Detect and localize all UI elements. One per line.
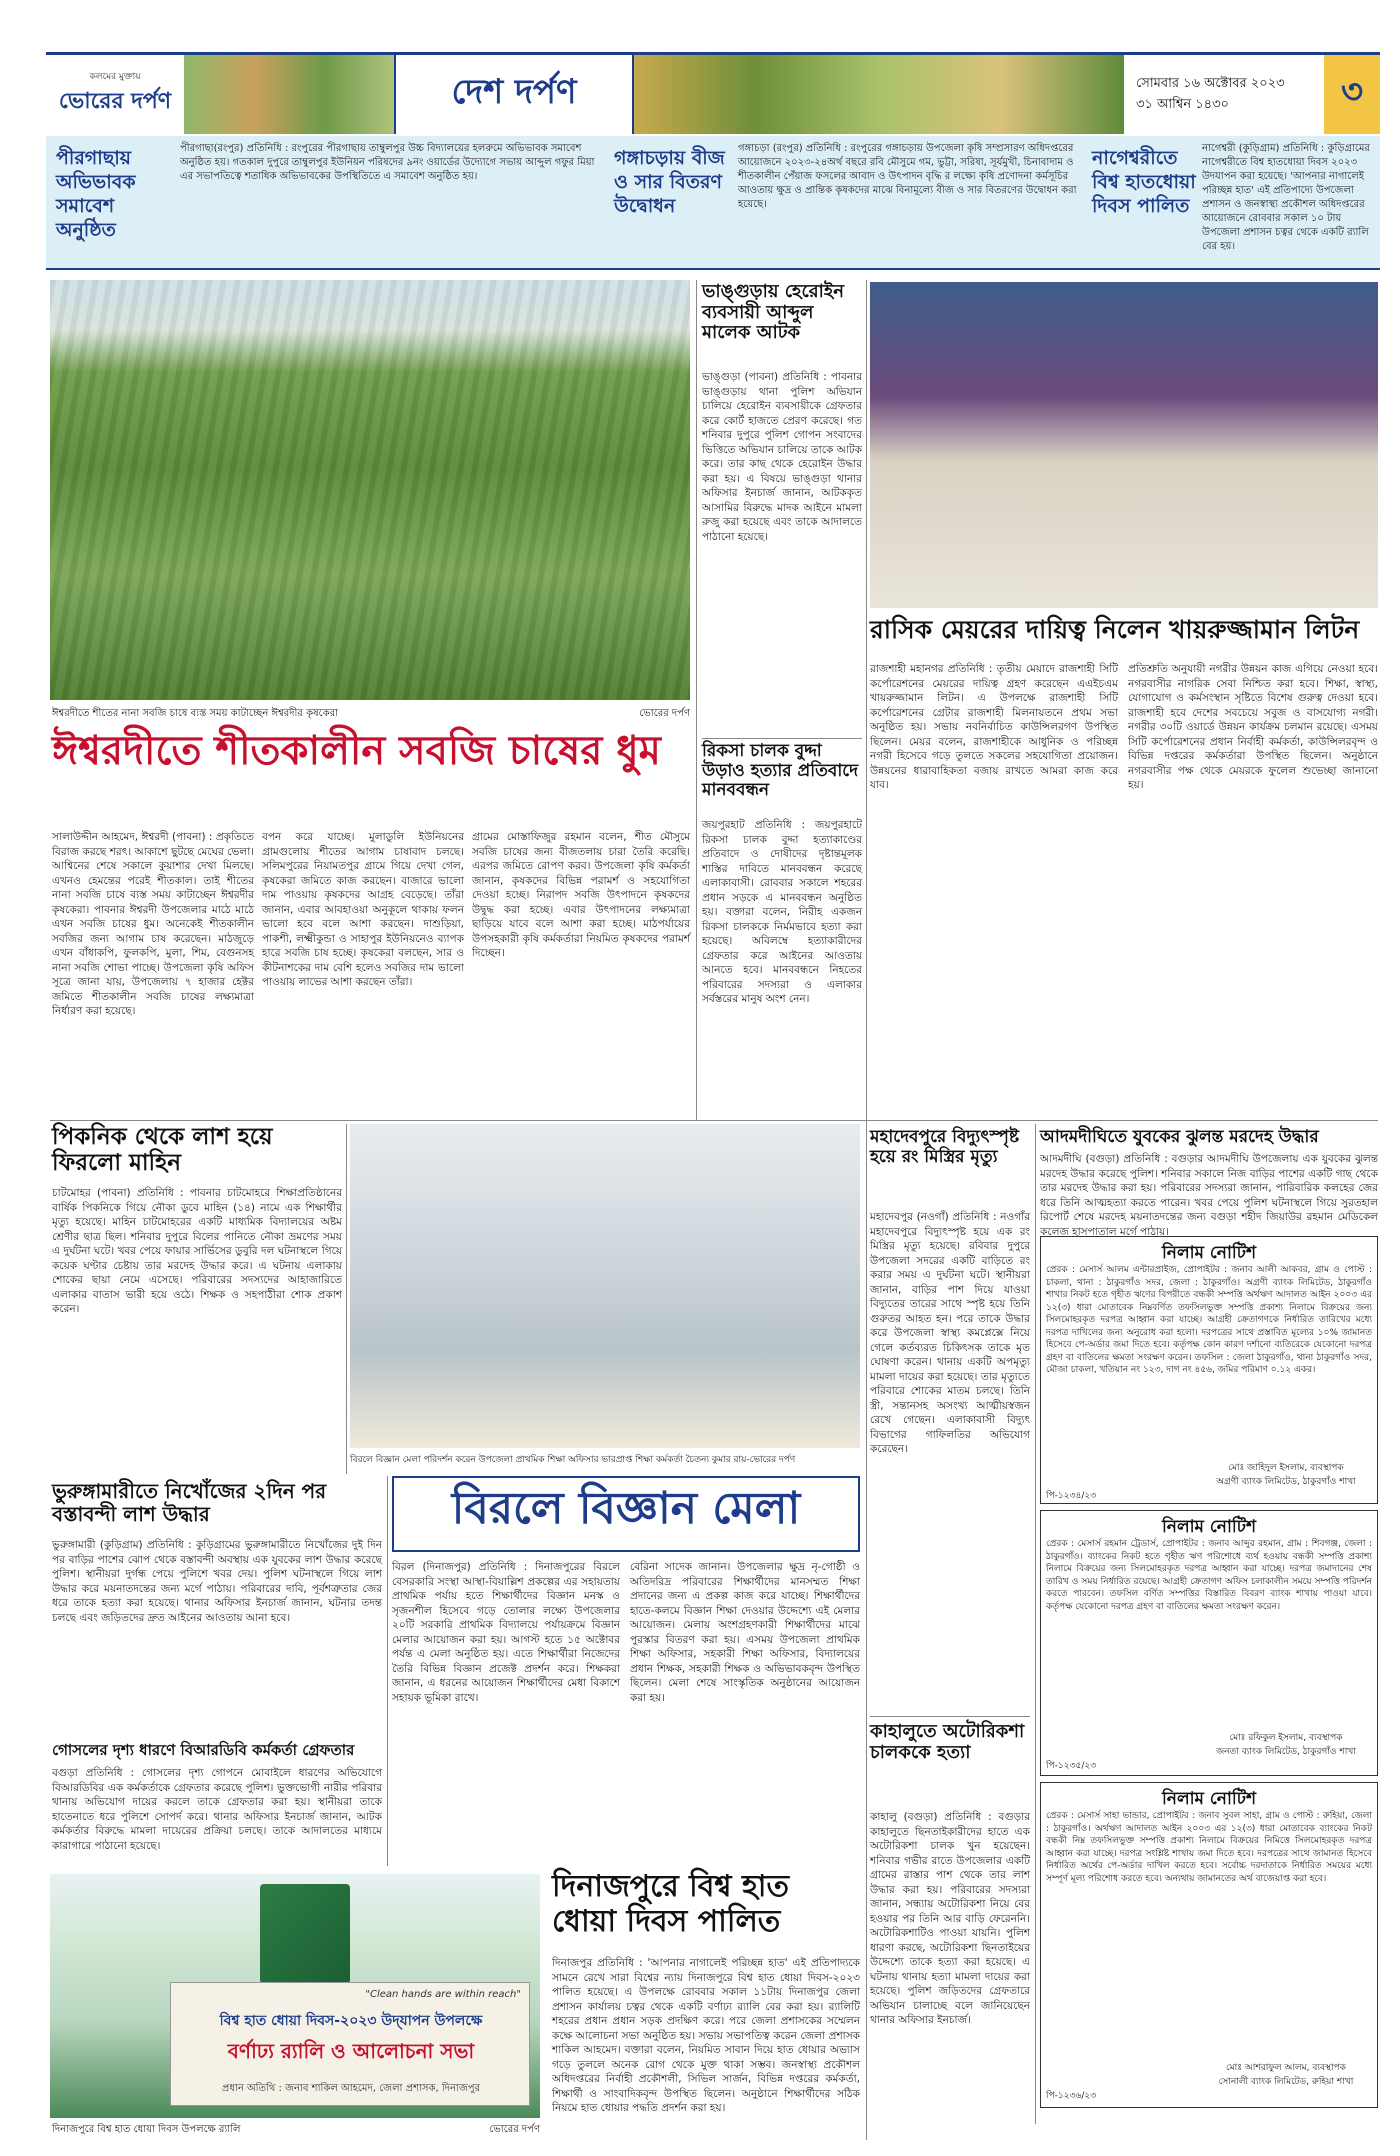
column-rule [1035,1124,1036,2124]
notice-3-signer-2: সোনালী ব্যাংক লিমিটেড, রুহিয়া শাখা [1218,2077,1354,2087]
lead-body-3: গ্রামের মোস্তাফিজুর রহমান বলেন, শীত মৌসুমে সবজি চাষের জন্য বীজতলায় চারা তৈরি করেছি। এরপর জমিতে রোপণ করব। উপজেলা কৃষি কর্মকর্তা জানান, কৃষকদের বিভিন্ন পরামর্শ ও সহযোগিতা দেওয়া হচ্ছে। নিরাপদ সবজি উৎপাদনে কৃষকদের উদ্বুদ্ধ করা হচ্ছে। এবার উৎপাদনের লক্ষ্যমাত্রা ছাড়িয়ে যাবে বলে আশা করা হচ্ছে। মাঠপর্যায়ের উপসহকারী কৃষি কর্মকর্তারা নিয়মিত কৃষকদের পরামর্শ দিচ্ছেন। [472,831,690,959]
rickshaw-headline[interactable]: রিকসা চালক বুদ্দা উড়াও হত্যার প্রতিবাদে মানববন্ধন [702,741,859,801]
notice-1-signer-2: অগ্রণী ব্যাংক লিমিটেড, ঠাকুরগাঁও শাখা [1216,1477,1356,1487]
notice-2-title: নিলাম নোটিশ [1161,1517,1257,1537]
masthead [46,52,1380,134]
adamdighi-headline[interactable]: আদমদীঘিতে যুবকের ঝুলন্ত মরদেহ উদ্ধার [1040,1127,1319,1147]
banner-chief-guest: প্রধান অতিথি : জনাব শাকিল আহমেদ, জেলা প্রশাসক, দিনাজপুর [221,2083,481,2094]
notice-2-body: প্রেরক : মেসার্স রহমান ট্রেডার্স, প্রোপাইটর : জনাব আব্দুর রহমান, গ্রাম : শিবগঞ্জ, জেলা : ঠাকুরগাঁও। ব্যাংকের নিকট হতে গৃহীত ঋণ পরিশোধে ব্যর্থ হওয়ায় বন্ধকী সম্পত্তি প্রকাশ্য নিলামে বিক্রয়ের জন্য সিলমোহরকৃত দরপত্র আহ্বান করা যাচ্ছে। দরপত্র জমাদানের শেষ তারিখ ও সময় নির্ধারিত রয়েছে। আগ্রহী ক্রেতাগণ অফিস চলাকালীন সময়ে সম্পত্তি পরিদর্শন করতে পারবেন। তফসিল বর্ণিত সম্পত্তির বিস্তারিত বিবরণ ব্যাংক শাখায় পাওয়া যাবে। কর্তৃপক্ষ যেকোনো দরপত্র গ্রহণ বা বাতিলের ক্ষমতা সংরক্ষণ করেন। [1046,1539,1372,1612]
header-photo-strip-2 [634,55,1124,134]
handwash-rally-photo[interactable] [50,1874,540,2118]
notice-3-body: প্রেরক : মেসার্স সাহা ভান্ডার, প্রোপাইটর : জনাব সুবল সাহা, গ্রাম ও পোস্ট : রুহিয়া, জেলা : ঠাকুরগাঁও। অর্থঋণ আদালত আইন ২০০৩ এর ১২(৩) ধারা মোতাবেক ব্যাংকের নিকট বন্ধকী নিম্ন তফসিলভুক্ত সম্পত্তি প্রকাশ্য নিলামে বিক্রয়ের নিমিত্তে সিলমোহরকৃত দরপত্র আহ্বান করা যাচ্ছে। দরপত্র সংশ্লিষ্ট শাখায় জমা দিতে হবে। দরপত্রের সাথে জামানত হিসেবে নির্ধারিত অর্থের পে-অর্ডার দাখিল করতে হবে। সর্বোচ্চ দরদাতাকে নির্ধারিত সময়ের মধ্যে সম্পূর্ণ মূল্য পরিশোধ করতে হবে। অন্যথায় জামানতের অর্থ বাজেয়াপ্ত করা হবে। [1046,1811,1372,1884]
notice-2-ref: পি-১২৩৫/২৩ [1046,1761,1097,1771]
banner-bangla: বিশ্ব হাত ধোয়া দিবস-২০২৩ উদ্‌যাপন উপলক্ষে [219,2013,483,2029]
date-bangla: ৩১ আশ্বিন ১৪৩০ [1136,96,1229,112]
notice-2-signer: মোঃ রফিকুল ইসলাম, ব্যবস্থাপক [1229,1733,1343,1743]
lead-body-1: সালাউদ্দীন আহমেদ, ঈশ্বরদী (পাবনা) : প্রকৃতিতে বিরাজ করছে শরৎ। আকাশে ছুটছে মেঘের ভেলা। আশ্বিনের শেষে সকালে কুয়াশার দেখা মিলছে। এখনও হেমন্তের পরেই শীতকাল। তাই শীতের নানা সবজি চাষে ব্যস্ত সময় কাটাচ্ছেন ঈশ্বরদীর কৃষকেরা। পাবনার ঈশ্বরদী উপজেলার মাঠে মাঠে এখন সবজি চাষের ধুম। অনেকেই শীতকালীন সবজির জন্য আগাম চাষ করেছেন। মাঠজুড়ে এখন বাঁধাকপি, ফুলকপি, মুলা, শিম, বেগুনসহ নানা সবজি শোভা পাচ্ছে। উপজেলা কৃষি অফিস সূত্রে জানা যায়, উপজেলায় ৭ হাজার হেক্টর জমিতে শীতকালীন সবজি চাষের লক্ষ্যমাত্রা নির্ধারণ করা হয়েছে। [52,831,254,1017]
brief-3-body: নাগেশ্বরী (কুড়িগ্রাম) প্রতিনিধি : কুড়িগ্রামের নাগেশ্বরীতে বিশ্ব হাতধোয়া দিবস ২০২৩ উদযাপন করা হয়েছে। 'আপনার নাগালেই পরিচ্ছন্ন হাত' এই প্রতিপাদ্যে উপজেলা প্রশাসন ও জনস্বাস্থ্য প্রকৌশল অধিদপ্তরের আয়োজনে রোববার সকাল ১০ টায় উপজেলা প্রশাসন চত্বর থেকে একটি র‍্যালি বের হয়। [1202,143,1370,252]
missing-body: ভুরুঙ্গামারী (কুড়িগ্রাম) প্রতিনিধি : কুড়িগ্রামের ভুরুঙ্গামারীতে নিখোঁজের দুই দিন পর বাড়ির পাশের ঝোপ থেকে বস্তাবন্দী অবস্থায় এক যুবকের লাশ উদ্ধার করেছে পুলিশ। স্থানীয়রা দুর্গন্ধ পেয়ে পুলিশে খবর দেয়। পুলিশ ঘটনাস্থলে গিয়ে লাশ উদ্ধার করে ময়নাতদন্তের জন্য মর্গে পাঠায়। পরিবারের দাবি, পূর্বশত্রুতার জের ধরে তাকে হত্যা করা হয়েছে। থানার অফিসার ইনচার্জ জানান, ঘটনার তদন্ত চলছে এবং জড়িতদের দ্রুত আইনের আওতায় আনা হবে। [52,1539,382,1624]
date-english: সোমবার ১৬ অক্টোবর ২০২৩ [1136,75,1285,91]
heroin-headline[interactable]: ভাঙ্গুড়ায় হেরোইন ব্যবসায়ী আব্দুল মালেক আটক [702,281,844,344]
mayor-meeting-photo[interactable] [870,282,1378,608]
rally-photo-caption: দিনাজপুরে বিশ্ব হাত ধোয়া দিবস উপলক্ষে র‍্যালি [52,2124,241,2135]
newspaper-logo[interactable] [46,55,184,134]
notice-1-title: নিলাম নোটিশ [1161,1243,1257,1263]
divider [702,738,862,739]
gosaler-headline[interactable]: গোসলের দৃশ্য ধারণে বিআরডিবি কর্মকর্তা গ্রেফতার [52,1741,355,1759]
rally-photo-credit: ভোরের দর্পণ [489,2124,540,2135]
section-title: দেশ দর্পণ [394,55,634,134]
brief-1-body: পীরগাছা(রংপুর) প্রতিনিধি : রংপুরের পীরগাছায় তাম্বুলপুর উচ্চ বিদ্যালয়ের হলরুমে অভিভাবক সমাবেশ অনুষ্ঠিত হয়। গতকাল দুপুরে তাম্বুলপুর ইউনিয়ন পরিষদের ৯নং ওয়ার্ডের উদ্যোগে সভায় আব্দুল গফুর মিয়া এর সভাপতিত্বে শতাধিক অভিভাবকের উপস্থিতিতে এ সমাবেশ অনুষ্ঠিত হয়। [180,143,595,182]
page-number: ৩ [1324,55,1380,134]
kahalu-body: কাহালু (বগুড়া) প্রতিনিধি : বগুড়ার কাহালুতে ছিনতাইকারীদের হাতে এক অটোরিকশা চালক খুন হয়েছেন। শনিবার গভীর রাতে উপজেলার একটি গ্রামের রাস্তার পাশ থেকে তার লাশ উদ্ধার করা হয়। পরিবারের সদস্যরা জানান, সন্ধ্যায় অটোরিকশা নিয়ে বের হওয়ার পর তিনি আর বাড়ি ফেরেননি। অটোরিকশাটিও পাওয়া যায়নি। পুলিশ ধারণা করছে, অটোরিকশা ছিনতাইয়ের উদ্দেশ্যে তাকে হত্যা করা হয়েছে। এ ঘটনায় থানায় হত্যা মামলা দায়ের করা হয়েছে। পুলিশ জড়িতদের গ্রেফতারে অভিযান চালাচ্ছে বলে জানিয়েছেন থানার অফিসার ইনচার্জ। [870,1811,1030,2026]
gosaler-body: বগুড়া প্রতিনিধি : গোসলের দৃশ্য গোপনে মোবাইলে ধারণের অভিযোগে বিআরডিবির এক কর্মকর্তাকে গ্রেফতার করেছে পুলিশ। ভুক্তভোগী নারীর পরিবার থানায় অভিযোগ দায়ের করলে তাকে গ্রেফতার করা হয়। স্থানীয়রা তাকে হাতেনাতে ধরে পুলিশে সোপর্দ করে। থানার অফিসার ইনচার্জ জানান, আটক কর্মকর্তার বিরুদ্ধে মামলা দায়েরের প্রক্রিয়া চলছে। তাকে আদালতের মাধ্যমে কারাগারে পাঠানো হয়েছে। [52,1767,382,1852]
lead-headline[interactable]: ঈশ্বরদীতে শীতকালীন সবজি চাষের ধুম [52,727,661,774]
column-rule [866,280,867,2140]
science-body-1: বিরল (দিনাজপুর) প্রতিনিধি : দিনাজপুরের বিরলে বেসরকারি সংস্থা আস্থা-বিয়াল্লিশ প্রকল্পের এর সহায়তায় প্রাথমিক পর্যায় হতে শিক্ষার্থীদের বিজ্ঞান মনস্ক ও সৃজনশীল হিসেবে গড়ে তোলার লক্ষ্যে উপজেলার ২০টি সরকারি প্রাথমিক বিদ্যালয়ে পর্যায়ক্রমে বিজ্ঞান মেলার আয়োজন করা হয়। আগস্ট হতে ১৫ অক্টোবর পর্যন্ত এ মেলা অনুষ্ঠিত হয়। এতে শিক্ষার্থীরা নিজেদের তৈরি বিভিন্ন বিজ্ঞান প্রজেক্ট প্রদর্শন করে। শিক্ষকরা জানান, এ ধরনের আয়োজন শিক্ষার্থীদের মেধা বিকাশে সহায়ক ভূমিকা রাখে। [392,1561,620,1704]
issue-date [1124,55,1324,134]
column-rule [387,1476,388,1866]
notice-3-title: নিলাম নোটিশ [1161,1789,1257,1809]
divider [870,1716,1030,1717]
mayor-headline[interactable]: রাসিক মেয়রের দায়িত্ব নিলেন খায়রুজ্জামান লিটন [870,615,1360,644]
handwash-headline[interactable]: দিনাজপুরে বিশ্ব হাত ধোয়া দিবস পালিত [552,1869,789,1939]
header-photo-strip [184,55,394,134]
science-body-2: বেরিনা সাদেক জানান। উপজেলার ক্ষুদ্র নৃ-গোষ্ঠী ও অতিদরিদ্র পরিবারের শিক্ষার্থীদের মানসম্মত শিক্ষা প্রদানের জন্য এ প্রকল্প কাজ করে যাচ্ছে। শিক্ষার্থীদের হাতে-কলমে বিজ্ঞান শিক্ষা দেওয়ার উদ্দেশ্যে এই মেলার আয়োজন। মেলায় অংশগ্রহণকারী শিক্ষার্থীদের মাঝে পুরস্কার বিতরণ করা হয়। এসময় উপজেলা প্রাথমিক শিক্ষা অফিসার, সহকারী শিক্ষা অফিসার, বিদ্যালয়ের প্রধান শিক্ষক, সহকারী শিক্ষক ও অভিভাবকবৃন্দ উপস্থিত ছিলেন। মেলা শেষে সাংস্কৃতিক অনুষ্ঠানের আয়োজন করা হয়। [630,1561,860,1704]
kahalu-headline[interactable]: কাহালুতে অটোরিকশা চালককে হত্যা [870,1721,1025,1763]
mahadevpur-body: মহাদেবপুর (নওগাঁ) প্রতিনিধি : নওগাঁর মহাদেবপুরে বিদ্যুৎস্পৃষ্ট হয়ে এক রং মিস্ত্রির মৃত্যু হয়েছে। রবিবার দুপুরে উপজেলা সদরের একটি বাড়িতে রং করার সময় এ দুর্ঘটনা ঘটে। স্থানীয়রা জানান, বাড়ির পাশ দিয়ে যাওয়া বিদ্যুতের তারের সাথে স্পৃষ্ট হয়ে তিনি গুরুতর আহত হন। পরে তাকে উদ্ধার করে উপজেলা স্বাস্থ্য কমপ্লেক্সে নিয়ে গেলে কর্তব্যরত চিকিৎসক তাকে মৃত ঘোষণা করেন। থানায় একটি অপমৃত্যু মামলা দায়ের করা হয়েছে। তার মৃত্যুতে পরিবারে শোকের মাতম চলছে। তিনি স্ত্রী, সন্তানসহ অসংখ্য আত্মীয়স্বজন রেখে গেছেন। এলাকাবাসী বিদ্যুৎ বিভাগের গাফিলতির অভিযোগ করেছেন। [870,1211,1030,1455]
lead-photo-credit: ভোরের দর্পণ [639,708,690,719]
rickshaw-body: জয়পুরহাট প্রতিনিধি : জয়পুরহাটে রিকসা চালক বুদ্দা হত্যাকাণ্ডের প্রতিবাদে ও দোষীদের দৃষ্টান্তমূলক শাস্তির দাবিতে মানববন্ধন করেছে এলাকাবাসী। রোববার সকালে শহরের প্রধান সড়কে এ মানববন্ধন অনুষ্ঠিত হয়। বক্তারা বলেন, নিরীহ একজন রিকসা চালককে নির্মমভাবে হত্যা করা হয়েছে। অবিলম্বে হত্যাকারীদের গ্রেফতার করে আইনের আওতায় আনতে হবে। মানববন্ধনে নিহতের পরিবারের সদস্যরা ও এলাকার সর্বস্তরের মানুষ অংশ নেন। [702,819,862,1005]
rally-banner [170,1982,530,2106]
farm-field-photo[interactable] [50,280,690,700]
lead-body-2: বপন করে যাচ্ছে। মুলাডুলি ইউনিয়নের গ্রামগুলোয় শীতের আগাম চাষাবাদ চলছে। সলিমপুরের নিয়ামতপুর গ্রামে গিয়ে দেখা গেল, কৃষকেরা জমিতে কাজ করছেন। বাজারে ভালো দাম পাওয়ায় কৃষকদের আগ্রহ বেড়েছে। তাঁরা জানান, এবার আবহাওয়া অনুকূলে থাকায় ফলন ভালো হবে বলে আশা করছেন। দাশুড়িয়া, পাকশী, লক্ষ্মীকুন্ডা ও সাহাপুর ইউনিয়নেও ব্যাপক হারে সবজি চাষ হচ্ছে। কৃষকেরা বলছেন, সার ও কীটনাশকের দাম বেশি হলেও সবজির দাম ভালো পাওয়ায় লাভের আশা করছেন তাঁরা। [262,831,464,988]
fair-photo-caption: বিরলে বিজ্ঞান মেলা পরিদর্শন করেন উপজেলা প্রাথমিক শিক্ষা অফিসার ভারপ্রাপ্ত শিক্ষা কর্মকর্তা চৈতন্য কুমার রায়-ভোরের দর্পণ [350,1455,796,1465]
brief-3-headline[interactable]: নাগেশ্বরীতে বিশ্ব হাতধোয়া দিবস পালিত [1092,147,1196,217]
picnic-body: চাটমোহর (পাবনা) প্রতিনিধি : পাবনার চাটমোহরে শিক্ষাপ্রতিষ্ঠানের বার্ষিক পিকনিকে গিয়ে নৌকা ডুবে মাহিন (১৪) নামে এক শিক্ষার্থীর মৃত্যু হয়েছে। মাহিন চাটমোহরের একটি মাধ্যমিক বিদ্যালয়ের অষ্টম শ্রেণীর ছাত্র ছিল। শনিবার দুপুরে বিলের পানিতে নৌকা ভ্রমণের সময় এ দুর্ঘটনা ঘটে। খবর পেয়ে ফায়ার সার্ভিসের ডুবুরি দল ঘটনাস্থলে গিয়ে কয়েক ঘণ্টার চেষ্টায় তার মরদেহ উদ্ধার করে। এ ঘটনায় এলাকায় শোকের ছায়া নেমে এসেছে। পরিবারের সদস্যদের আহাজারিতে এলাকার বাতাস ভারী হয়ে ওঠে। শিক্ষক ও সহপাঠীরা শোক প্রকাশ করেন। [52,1187,342,1315]
portrait-photo [260,1884,350,1984]
science-fair-photo[interactable] [350,1124,860,1448]
banner-english: "Clean hands are within reach" [365,1989,521,2000]
lead-photo-caption: ঈশ্বরদীতে শীতের নানা সবজি চাষে ব্যস্ত সময় কাটাচ্ছেন ঈশ্বরদীর কৃষকেরা [52,708,339,719]
notice-1-ref: পি-১২৩৪/২৩ [1046,1491,1097,1501]
brief-2-body: গঙ্গাচড়া (রংপুর) প্রতিনিধি : রংপুরের গঙ্গাচড়ায় উপজেলা কৃষি সম্প্রসারণ অধিদপ্তরের আয়োজনে ২০২৩-২৪অর্থ বছরে রবি মৌসুমে গম, ভুট্টা, সরিষা, সূর্যমুখী, চিনাবাদাম ও শীতকালীন পেঁয়াজ ফসলের আবাদ ও উৎপাদন বৃদ্ধি র লক্ষ্যে কৃষি প্রণোদনা কর্মসূচির আওতায় ক্ষুদ্র ও প্রান্তিক কৃষকদের মাঝে বিনামূল্যে বীজ ও সার বিতরণের উদ্বোধন করা হয়েছে। [738,143,1077,210]
science-headline[interactable]: বিরলে বিজ্ঞান মেলা [451,1483,801,1534]
notice-2-signer-2: জনতা ব্যাংক লিমিটেড, ঠাকুরগাঁও শাখা [1216,1747,1356,1757]
brief-1-headline[interactable]: পীরগাছায় অভিভাবক সমাবেশ অনুষ্ঠিত [56,147,136,241]
heroin-body: ভাঙ্গুড়া (পাবনা) প্রতিনিধি : পাবনার ভাঙ্গুড়ায় থানা পুলিশ অভিযান চালিয়ে হেরোইন ব্যবসায়ীকে গ্রেফতার করে কোর্ট হাজতে প্রেরণ করেছে। গত শনিবার দুপুরে পুলিশ গোপন সংবাদের ভিত্তিতে অভিযান চালিয়ে তাকে আটক করে। তার কাছ থেকে হেরোইন উদ্ধার করা হয়। এ বিষয়ে ভাঙ্গুড়া থানার অফিসার ইনচার্জ জানান, আটককৃত আসামির বিরুদ্ধে মাদক আইনে মামলা রুজু করা হয়েছে এবং তাকে আদালতে পাঠানো হয়েছে। [702,371,862,543]
missing-headline[interactable]: ভুরুঙ্গামারীতে নিখোঁজের ২দিন পর বস্তাবন্দী লাশ উদ্ধার [52,1479,327,1526]
column-rule [696,280,697,1120]
picnic-headline[interactable]: পিকনিক থেকে লাশ হয়ে ফিরলো মাহিন [52,1123,273,1177]
news-briefs-strip [46,136,1380,270]
logo-tagline: কলমের মুক্তায় [89,71,141,82]
notice-3-ref: পি-১২৩৬/২৩ [1046,2091,1097,2101]
brief-2-headline[interactable]: গঙ্গাচড়ায় বীজ ও সার বিতরণ উদ্বোধন [614,147,725,217]
handwash-body: দিনাজপুর প্রতিনিধি : 'আপনার নাগালেই পরিচ্ছন্ন হাত' এই প্রতিপাদ্যকে সামনে রেখে সারা বিশ্বের ন্যায় দিনাজপুরে বিশ্ব হাত ধোয়া দিবস-২০২৩ পালিত হয়েছে। এ উপলক্ষে রোববার সকাল ১১টায় দিনাজপুর জেলা প্রশাসন কার্যালয় চত্বর থেকে একটি বর্ণাঢ্য র‍্যালি বের করা হয়। র‍্যালিটি শহরের প্রধান প্রধান সড়ক প্রদক্ষিণ করে। পরে জেলা প্রশাসকের সম্মেলন কক্ষে আলোচনা সভা অনুষ্ঠিত হয়। সভায় সভাপতিত্ব করেন জেলা প্রশাসক শাকিল আহমেদ। বক্তারা বলেন, নিয়মিত সাবান দিয়ে হাত ধোয়ার অভ্যাস গড়ে তুললে অনেক রোগ থেকে মুক্ত থাকা সম্ভব। জনস্বাস্থ্য প্রকৌশল অধিদপ্তরের নির্বাহী প্রকৌশলী, সিভিল সার্জন, বিভিন্ন দপ্তরের কর্মকর্তা, শিক্ষার্থী ও সাংবাদিকবৃন্দ উপস্থিত ছিলেন। অনুষ্ঠানে শিক্ষার্থীদের সঠিক নিয়মে হাত ধোয়ার পদ্ধতি প্রদর্শন করা হয়। [552,1957,860,2114]
notice-3-signer: মোঃ আশরাফুল আলম, ব্যবস্থাপক [1226,2063,1346,2073]
logo-name: ভোরের দর্পণ [58,87,172,114]
notice-1-signer: মোঃ জাহিদুল ইসলাম, ব্যবস্থাপক [1228,1463,1344,1473]
notice-1-body: প্রেরক : মেসার্স আলম এন্টারপ্রাইজ, প্রোপাইটর : জনাব আলী আকবর, গ্রাম ও পোস্ট : চাকলা, থানা : ঠাকুরগাঁও সদর, জেলা : ঠাকুরগাঁও। অগ্রণী ব্যাংক লিমিটেড, ঠাকুরগাঁও শাখার নিকট হতে গৃহীত ঋণের বিপরীতে বন্ধকী সম্পত্তি অর্থঋণ আদালত আইন ২০০৩ এর ১২(৩) ধারা মোতাবেক নিম্নবর্ণিত তফসিলভুক্ত সম্পত্তি প্রকাশ্য নিলামে বিক্রয়ের জন্য সিলমোহরকৃত দরপত্র আহ্বান করা যাচ্ছে। আগ্রহী ক্রেতাগণকে নির্ধারিত তারিখের মধ্যে দরপত্র দাখিলের জন্য অনুরোধ করা হলো। দরপত্রের সাথে প্রস্তাবিত মূল্যের ১০% জামানত হিসেবে পে-অর্ডার জমা দিতে হবে। কর্তৃপক্ষ কোন কারণ দর্শানো ব্যতিরেকে যেকোনো দরপত্র গ্রহণ বা বাতিলের ক্ষমতা সংরক্ষণ করেন। তফসিল : জেলা ঠাকুরগাঁও, থানা ঠাকুরগাঁও সদর, মৌজা চাকলা, খতিয়ান নং ১২৩, দাগ নং ৪৫৬, জমির পরিমাণ ০.১২ একর। [1046,1265,1372,1375]
adamdighi-body: আদমদীঘি (বগুড়া) প্রতিনিধি : বগুড়ার আদমদীঘি উপজেলায় এক যুবকের ঝুলন্ত মরদেহ উদ্ধার করেছে পুলিশ। শনিবার সকালে নিজ বাড়ির পাশের একটি গাছ থেকে তার মরদেহ উদ্ধার করা হয়। পরিবারের সদস্যরা জানান, পারিবারিক কলহের জের ধরে তিনি আত্মহত্যা করতে পারেন। খবর পেয়ে পুলিশ ঘটনাস্থলে গিয়ে সুরতহাল রিপোর্ট শেষে মরদেহ ময়নাতদন্তের জন্য বগুড়া শহীদ জিয়াউর রহমান মেডিকেল কলেজ হাসপাতাল মর্গে পাঠায়। [1040,1153,1378,1238]
mahadevpur-headline[interactable]: মহাদেবপুরে বিদ্যুৎস্পৃষ্ট হয়ে রং মিস্ত্রির মৃত্যু [870,1127,1020,1167]
row-rule [50,1120,1378,1121]
column-rule [346,1124,347,1474]
mayor-body-2: প্রতিশ্রুতি অনুযায়ী নগরীর উন্নয়ন কাজ এগিয়ে নেওয়া হবে। নগরবাসীর নাগরিক সেবা নিশ্চিত করা হবে। শিক্ষা, স্বাস্থ্য, যোগাযোগ ও কর্মসংস্থান সৃষ্টিতে বিশেষ গুরুত্ব দেওয়া হবে। রাজশাহী হবে দেশের সবচেয়ে সবুজ ও বাসযোগ্য নগরী। নগরীর ৩০টি ওয়ার্ডে উন্নয়ন কার্যক্রম চলমান রয়েছে। এসময় সিটি কর্পোরেশনের প্রধান নির্বাহী কর্মকর্তা, কাউন্সিলরবৃন্দ ও বিভিন্ন দপ্তরের কর্মকর্তারা উপস্থিত ছিলেন। অনুষ্ঠানে নগরবাসীর পক্ষ থেকে মেয়রকে ফুলেল শুভেচ্ছা জানানো হয়। [1128,663,1378,791]
banner-bangla-2: বর্ণাঢ্য র‍্যালি ও আলোচনা সভা [227,2039,475,2063]
mayor-body-1: রাজশাহী মহানগর প্রতিনিধি : তৃতীয় মেয়াদে রাজশাহী সিটি কর্পোরেশনের মেয়রের দায়িত্ব গ্রহণ করেছেন এএইচএম খায়রুজ্জামান লিটন। এ উপলক্ষে রাজশাহী সিটি কর্পোরেশনের গ্রেটার রাজশাহী মিলনায়তনে প্রথম সভা অনুষ্ঠিত হয়। সভায় নবনির্বাচিত কাউন্সিলরগণ উপস্থিত ছিলেন। মেয়র বলেন, রাজশাহীকে আধুনিক ও পরিচ্ছন্ন নগরী হিসেবে গড়ে তুলতে সকলের সহযোগিতা প্রয়োজন। উন্নয়নের ধারাবাহিকতা বজায় রাখতে আমরা কাজ করে যাব। [870,663,1118,791]
